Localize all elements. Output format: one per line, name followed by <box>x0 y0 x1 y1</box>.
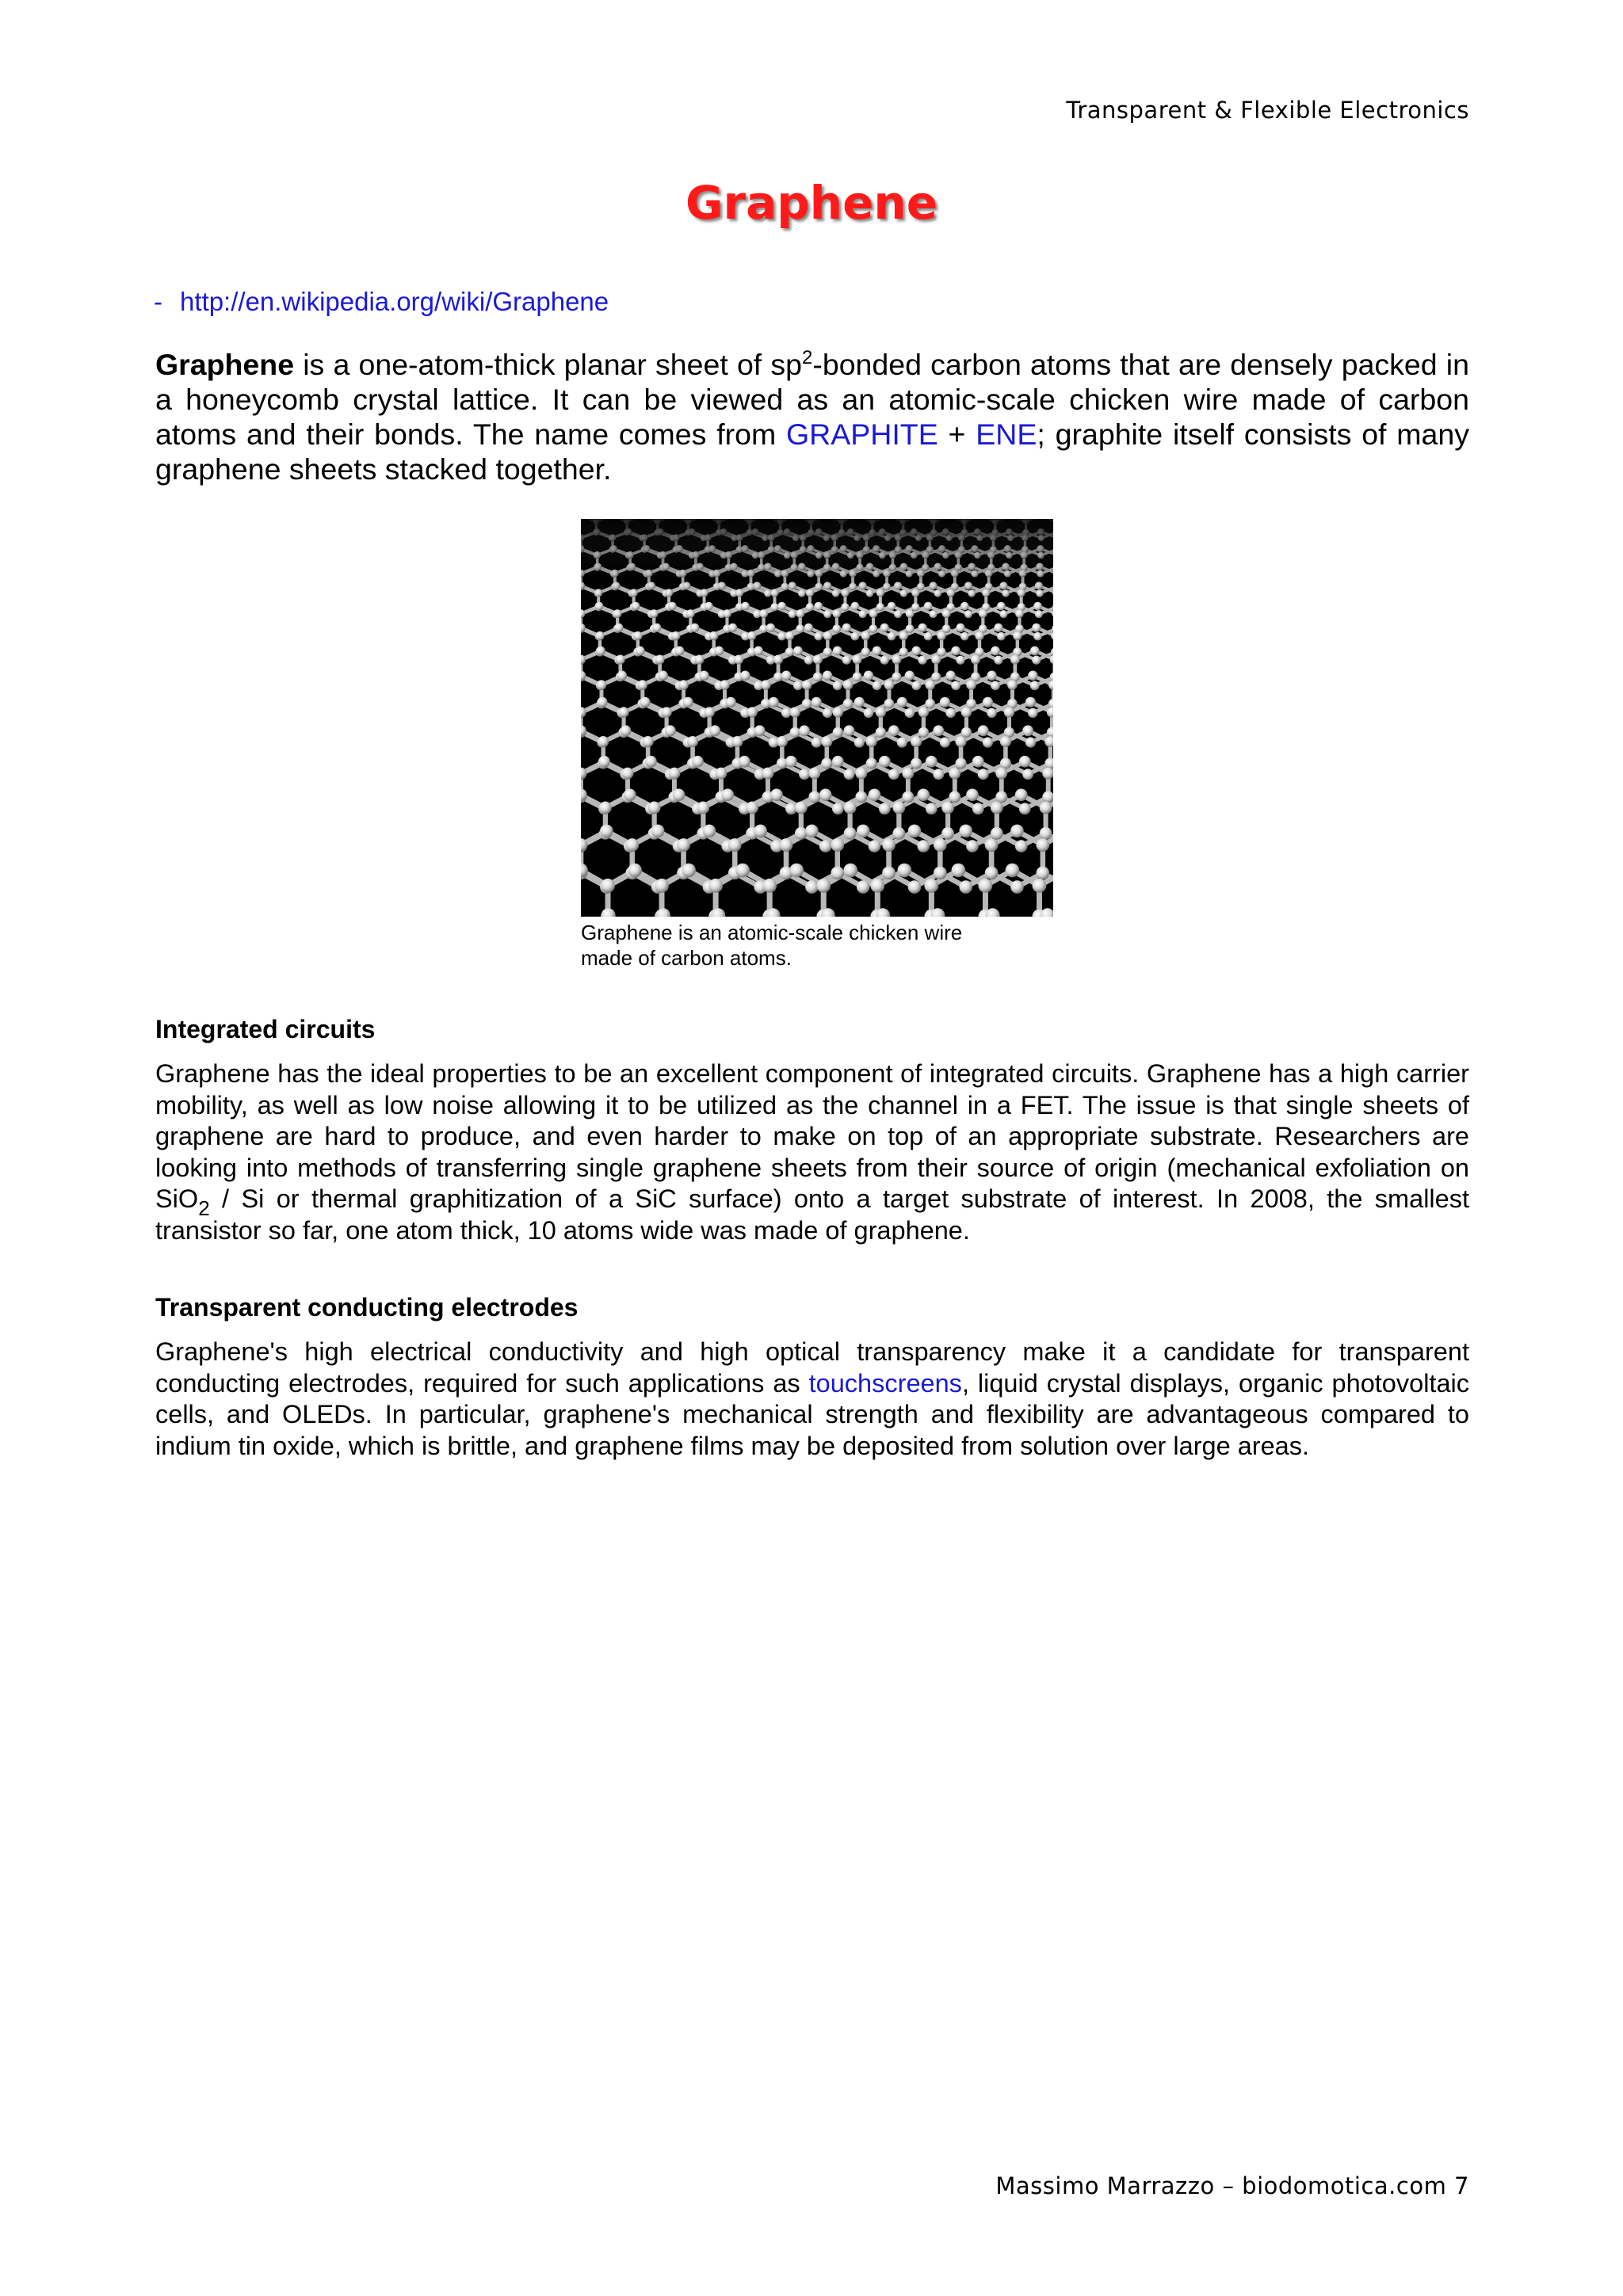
caption-line-1: Graphene is an atomic-scale chicken wire <box>581 921 963 944</box>
running-header: Transparent & Flexible Electronics <box>1066 97 1469 124</box>
list-dash: - <box>154 287 162 316</box>
intro-text-1: is a one-atom-thick planar sheet of sp <box>294 348 802 381</box>
section-paragraph-transparent-electrodes <box>155 1337 1469 1462</box>
section-heading-transparent-electrodes: Transparent conducting electrodes <box>155 1293 579 1322</box>
wikipedia-link[interactable]: http://en.wikipedia.org/wiki/Graphene <box>180 287 609 316</box>
intro-term: Graphene <box>155 348 295 381</box>
tce-text-1: Graphene's high electrical conductivity and high optical transparency make it a candidate for transparent conducting electrodes, required for such applications as <box>155 1337 1469 1398</box>
intro-plus: + <box>938 418 976 451</box>
ene-link[interactable]: ENE <box>976 418 1037 451</box>
graphene-lattice-image <box>581 519 1053 917</box>
intro-text-2: -bonded carbon atoms that are densely packed in a honeycomb crystal lattice. It can be viewed as an atomic-scale chicken wire made of carbon atoms and their bonds. The name comes from <box>155 348 1469 451</box>
ic-text-2: / Si or thermal graphitization of a SiC surface) onto a target substrate of interest. In 2008, the smallest transistor so far, one atom thick, 10 atoms wide was made of graphene. <box>155 1184 1469 1245</box>
section-heading-integrated-circuits: Integrated circuits <box>155 1015 376 1043</box>
ic-text-1: Graphene has the ideal properties to be an excellent component of integrated circuits. Graphene has a high carrier mobility, as well as low noise allowing it to be utilized as the channel in a FET. The issue is that single sheets of graphene are hard to produce, and even harder to make on top of an appropriate substrate. Researchers are looking into methods of transferring single graphene sheets from their source of origin (mechanical exfoliation on SiO <box>155 1059 1469 1213</box>
tce-text-2: , liquid crystal displays, organic photovoltaic cells, and OLEDs. In particular, graphene's mechanical strength and flexibility are advantageous compared to indium tin oxide, which is brittle, and graphene films may be deposited from solution over large areas. <box>155 1368 1469 1460</box>
touchscreens-link[interactable]: touchscreens <box>808 1368 962 1398</box>
page-title: Graphene <box>685 176 938 230</box>
page-footer: Massimo Marrazzo – biodomotica.com 7 <box>995 2172 1469 2199</box>
ic-subscript: 2 <box>198 1196 210 1220</box>
reference-link-line <box>154 287 609 317</box>
caption-line-2: made of carbon atoms. <box>581 946 792 970</box>
intro-text-3: ; graphite itself consists of many graphene sheets stacked together. <box>155 418 1469 486</box>
graphene-figure <box>581 519 1053 971</box>
figure-caption <box>581 920 1053 971</box>
intro-paragraph <box>155 347 1469 486</box>
section-paragraph-integrated-circuits <box>155 1058 1469 1246</box>
intro-superscript: 2 <box>802 347 813 368</box>
graphite-link[interactable]: GRAPHITE <box>786 418 938 451</box>
